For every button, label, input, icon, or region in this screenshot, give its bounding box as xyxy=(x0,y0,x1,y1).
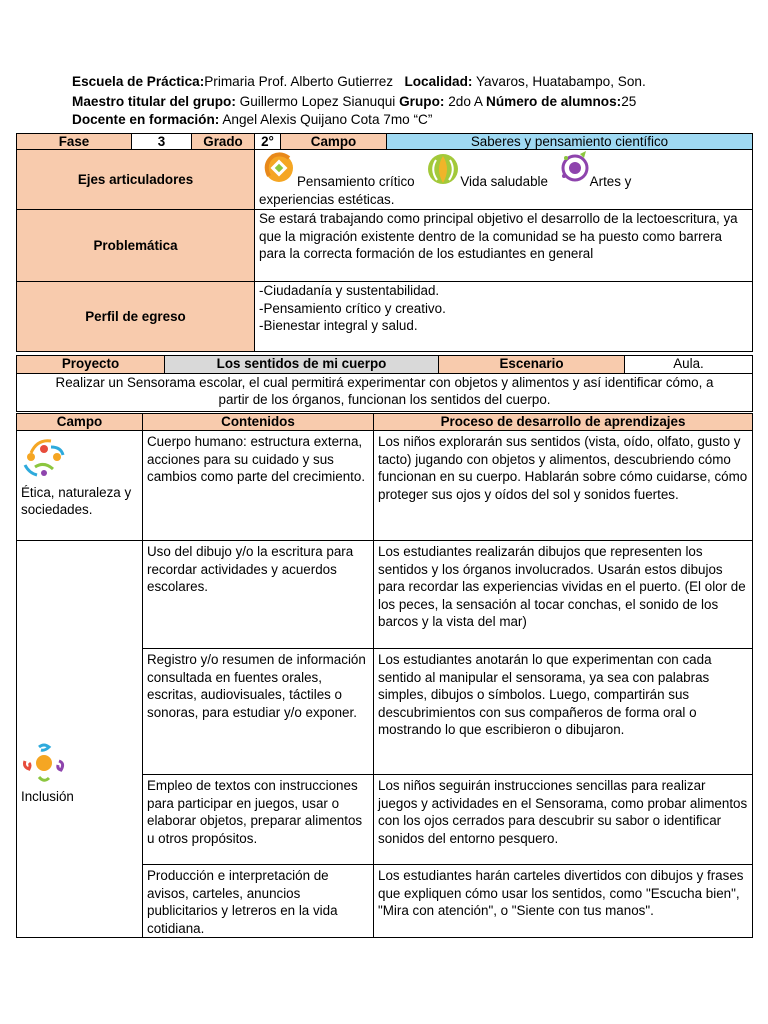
vida-saludable-icon xyxy=(426,150,460,191)
header-line-1 xyxy=(72,73,646,91)
perfil-list xyxy=(255,282,753,352)
inclusion-icon xyxy=(21,743,138,788)
perfil-item: -Ciudadanía y sustentabilidad. xyxy=(259,283,440,298)
etica-naturaleza-icon xyxy=(21,435,138,484)
content-table xyxy=(16,413,753,938)
school-value: Primaria Prof. Alberto Gutierrez xyxy=(204,74,394,89)
proceso-cell: Los estudiantes realizarán dibujos que representen los sentidos y los órganos involucrados. Usarán estos dibujos para recordar las experiencias vividas en el puerto. (El olor de los peces, la sensación al tocar conchas, el sonido de los barcos y la vista del mar) xyxy=(374,541,753,649)
proyecto-label: Proyecto xyxy=(17,356,165,374)
header-line-3 xyxy=(72,111,432,129)
campo-label: Campo xyxy=(281,134,387,150)
proceso-cell: Los estudiantes harán carteles divertidos con dibujos y frases que expliquen cómo usar los sentidos, como "Escucha bien", "Mira con atención", o "Siente con tus manos". xyxy=(374,865,753,938)
trainee-label: Docente en formación: xyxy=(72,112,220,127)
campo-cell-2 xyxy=(17,541,143,938)
campo-value: Saberes y pensamiento científico xyxy=(387,134,753,150)
ejes-item-2: Vida saludable xyxy=(460,174,548,189)
table-row xyxy=(17,431,753,541)
perfil-item: -Pensamiento crítico y creativo. xyxy=(259,300,446,316)
escenario-value: Aula. xyxy=(625,356,753,374)
perfil-label: Perfil de egreso xyxy=(17,282,255,352)
escenario-label: Escenario xyxy=(439,356,625,374)
proyecto-value: Los sentidos de mi cuerpo xyxy=(165,356,439,374)
problematica-label: Problemática xyxy=(17,210,255,282)
header-line-2 xyxy=(72,93,636,111)
trainee-value: Angel Alexis Quijano Cota 7mo “C” xyxy=(219,112,433,127)
info-table xyxy=(16,133,753,352)
grado-value: 2° xyxy=(255,134,281,150)
artes-icon xyxy=(560,150,590,191)
campo-2-label: Inclusión xyxy=(21,788,74,804)
problematica-text: Se estará trabajando como principal objetivo el desarrollo de la lectoescritura, ya que la migración existente dentro de la comunidad se ha puesto como barrera para la correcta formación de los estudiantes en general xyxy=(255,210,753,282)
group-value: 2do A xyxy=(444,94,486,109)
col-campo: Campo xyxy=(17,414,143,431)
proceso-cell: Los niños seguirán instrucciones sencillas para realizar juegos y actividades en el Sensorama, como probar alimentos con los ojos cerrados para descubrir su sabor o identificar sonidos del entorno pesquero. xyxy=(374,775,753,865)
contenido-cell: Registro y/o resumen de información consultada en fuentes orales, escritas, audiovisuales, táctiles o sonoras, para estudiar y/o exponer. xyxy=(143,649,374,775)
locality-value: Yavaros, Huatabampo, Son. xyxy=(472,74,646,89)
perfil-item: -Bienestar integral y salud. xyxy=(259,318,418,333)
col-proceso: Proceso de desarrollo de aprendizajes xyxy=(374,414,753,431)
proceso-cell: Los niños explorarán sus sentidos (vista, oído, olfato, gusto y tacto) jugando con objetos y alimentos, descubriendo cómo funcionan en su cuerpo. Hablarán sobre cómo cuidarse, cómo proteger sus ojos y oídos del sol y sonidos fuertes. xyxy=(374,431,753,541)
contenido-cell: Empleo de textos con instrucciones para participar en juegos, usar o elaborar objetos, preparar alimentos u otros propósitos. xyxy=(143,775,374,865)
table-row xyxy=(17,541,753,649)
ejes-item-1: Pensamiento crítico xyxy=(297,174,415,189)
pensamiento-critico-icon xyxy=(259,150,297,191)
campo-1-label: Ética, naturaleza y sociedades. xyxy=(21,484,132,517)
contenido-cell: Producción e interpretación de avisos, carteles, anuncios publicitarios y letreros en la vida cotidiana. xyxy=(143,865,374,938)
teacher-label: Maestro titular del grupo: xyxy=(72,94,236,109)
fase-label: Fase xyxy=(17,134,132,150)
proceso-cell: Los estudiantes anotarán lo que experimentan con cada sentido al manipular el sensorama, ya sea con palabras simples, dibujos o símbolos. Luego, compartirán sus descubrimientos con sus compañeros de forma oral o mostrando lo que escribieron o dibujaron. xyxy=(374,649,753,775)
locality-label: Localidad: xyxy=(404,74,473,89)
contenido-cell: Cuerpo humano: estructura externa, acciones para su cuidado y sus cambios como parte del crecimiento. xyxy=(143,431,374,541)
students-value: 25 xyxy=(621,94,637,109)
project-table xyxy=(16,355,753,412)
teacher-value: Guillermo Lopez Sianuqui xyxy=(235,94,400,109)
ejes-item-3: Artes y xyxy=(589,174,632,189)
project-description: Realizar un Sensorama escolar, el cual permitirá experimentar con objetos y alimentos y así identificar cómo, a partir de los órganos, funcionan los sentidos del cuerpo. xyxy=(17,374,753,412)
col-contenidos: Contenidos xyxy=(143,414,374,431)
students-label: Número de alumnos: xyxy=(486,94,622,109)
ejes-label: Ejes articuladores xyxy=(17,150,255,210)
grado-label: Grado xyxy=(192,134,255,150)
ejes-item-4: experiencias estéticas. xyxy=(259,191,395,207)
group-label: Grupo: xyxy=(399,94,445,109)
school-label: Escuela de Práctica: xyxy=(72,74,205,89)
contenido-cell: Uso del dibujo y/o la escritura para recordar actividades y acuerdos escolares. xyxy=(143,541,374,649)
ejes-content xyxy=(255,150,753,210)
fase-value: 3 xyxy=(132,134,192,150)
campo-cell-1 xyxy=(17,431,143,541)
